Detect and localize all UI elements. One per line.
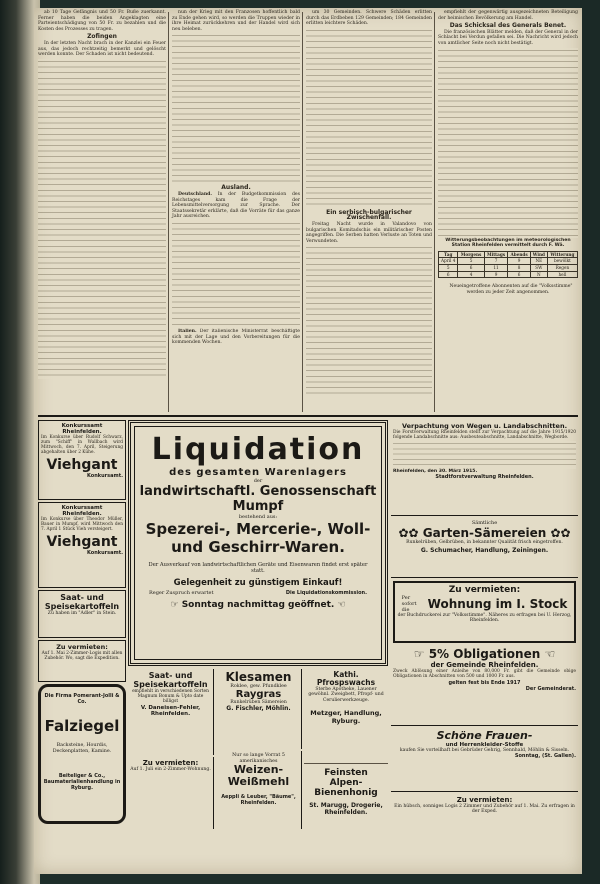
article-text: Die französischen Blätter melden, daß der General in der Schlacht bei Verdun gefallen sei. Die Nachricht wird jedoch von amtlicher Seite noch nicht bestätigt. (438, 29, 578, 46)
table-cell: SW (530, 264, 547, 271)
pointing-hand-icon: ☞ (170, 600, 179, 610)
article-text: In der letzten Nacht brach in der Kanzlei ein Feuer aus, das jedoch rechtzeitig bemerkt und gelöscht werden konnte. Der Schaden ist nicht bedeutend. (38, 40, 166, 58)
ad-headline: Viehgant (46, 457, 118, 473)
ad-preface: Per sofort die (401, 595, 417, 613)
table-cell: 4 (458, 271, 484, 278)
ad-title: Konkurssamt Rheinfelden. (61, 423, 103, 435)
country-subheading: Deutschland. (178, 191, 212, 197)
section-heading: Ausland. (221, 184, 251, 192)
table-cell: 9 (484, 271, 508, 278)
article-text-block (172, 221, 300, 329)
ad-pfropfwachs (304, 669, 388, 761)
article-heading: Das Schicksal des Generals Benet. (449, 22, 567, 30)
ad-signature: Aeppli & Leuber, "Bäume", Rheinfelden. (221, 794, 296, 807)
ad-signature: V. Daneisen-Fehler, Rheinfelden. (140, 704, 201, 717)
ad-zu-vermieten-bottom (128, 757, 214, 829)
table-row (439, 264, 578, 271)
ad-text: kaufen Sie vorteilhaft bei Gebrüder Gehrig, Sennhald, Möhlin & Sisseln. (399, 748, 570, 753)
ad-text: Ein hübsch, sonniges Logis 2 Zimmer und Zubehör auf 1. Mai. Zu erfragen in der Exped. (394, 804, 575, 815)
ad-signature: Konkursamt. (87, 550, 123, 556)
ad-divider (304, 763, 388, 764)
ad-headline: Wohnung im I. Stock (427, 597, 568, 611)
table-cell: 5 (458, 258, 484, 265)
column-divider (302, 12, 303, 412)
ad-preface: Sämtliche (471, 520, 498, 526)
ad-signature: Stadtforstverwaltung Rheinfelden. (435, 473, 534, 480)
ad-headline: 5% Obligationen (428, 647, 541, 661)
article-column-4 (438, 10, 578, 414)
ad-headline: Alpen-Bienenhonig (314, 778, 378, 798)
ad-signature: Der Gemeinderat. (525, 685, 576, 692)
ad-signature: Die Liquidationskommission. (285, 590, 367, 596)
ad-headline: Viehgant (46, 534, 118, 550)
ad-note: Der Ausverkauf von landwirtschaftlichen Geräte und Eisenwaren findet erst später statt. (148, 562, 368, 574)
ad-text: Runkelrüben Sämereien (230, 700, 287, 705)
country-subheading: Italien. (178, 328, 197, 334)
ad-signature: St. Marugg, Drogerie, Rheinfelden. (309, 802, 383, 816)
article-text: In der Budgetkommission des Reichstages kam die Frage der Lebensmittelversorgung zur Sprache. Der Staatssekretär erklärte, daß die Vorräte für das ganze Jahr ausreichen. (172, 191, 300, 220)
ad-title: Zu vermieten: (142, 759, 199, 767)
ad-text: empfiehlt in verschiedenen Sorten Magnum Bonum & Upto date billigst (132, 689, 209, 705)
ad-subtitle: des gesamten Warenlagers (169, 467, 347, 478)
ad-headline: Kathi. Pfrospswachs (316, 670, 376, 687)
table-row (439, 271, 578, 278)
ad-headline: Weizen-Weißmehl (227, 763, 290, 789)
table-header-cell: Mittags (484, 251, 508, 258)
table-cell: NE (530, 258, 547, 265)
ad-headline: Liquidation (151, 432, 365, 467)
ad-signature: Sonntag, (St. Gallen). (514, 753, 576, 760)
ad-kartoffeln-left (38, 590, 126, 638)
ad-konkurs-1 (38, 420, 126, 500)
article-footnote: Neueingetroffene Abonnenten auf die "Volksstimme" werden zu jeder Zeit angenommen. (449, 284, 573, 295)
article-text: Freitag Nacht wurde in Valandovo von bulgarischen Komitadschis ein militärischer Posten angegriffen. Die Serben hatten Verluste an Toten und Verwundeten. (306, 221, 432, 244)
column-divider (168, 12, 169, 412)
ad-subtitle: Roklee, gew. Pfundklee (230, 684, 287, 689)
table-cell: April 4 (439, 258, 458, 265)
table-cell: N (530, 271, 547, 278)
ad-signature: G. Fischler, Möhlin. (226, 705, 291, 712)
ad-text: Backsteine, Hourdis, Deckenplatten, Kamine. (52, 743, 112, 754)
pointing-hand-icon: ☜ (544, 647, 556, 661)
ad-signature: Beiteliger & Co., Baumaterialienhandlung in Ryburg. (43, 773, 121, 791)
table-cell: 9 (508, 258, 531, 265)
section-divider (38, 415, 578, 417)
article-text: um 30 Gemeinden. Schwere Schäden erlitten durch das Erdbeben 129 Gemeinden; 184 Gemeinden erlitten leichtere Schäden. (306, 10, 432, 27)
ad-sunday: Sonntag nachmittag geöffnet. (181, 600, 335, 610)
ad-headline: Schöne Frauen- (436, 729, 533, 742)
ad-signature: Konkursamt. (87, 473, 123, 479)
article-text-block (172, 33, 300, 183)
ad-klesamen (216, 669, 302, 749)
ad-title: Feinsten (324, 768, 368, 778)
article-text-block (438, 48, 578, 238)
article-text-block (306, 245, 432, 395)
ad-headline: Klesamen (225, 670, 292, 684)
ad-wohnung (393, 581, 576, 643)
ad-text: Zu haben im "Adler" in Stein. (47, 611, 117, 616)
ad-text: der Buchdruckerei zur "Volksstimme". Näheres zu erfragen bei U. Herzog, Rheinfelden. (397, 613, 572, 624)
ad-border-inner (134, 426, 382, 660)
ad-terms: gelten fest bis Ende 1917 (448, 679, 521, 686)
ad-text: Sterbe Apotheke, Lauener gewöhnl. Zweigbett, Pfropf- und Cerulierwerkzeuge. (308, 687, 384, 703)
ad-text: Runkelrüben, Gelbrüben, in bekannter Qualität frisch eingetroffen. (406, 540, 563, 545)
table-cell: 6 (439, 271, 458, 278)
ad-headline: Falziegel (44, 717, 120, 735)
ad-signature: G. Schumacher, Handlung, Zeiningen. (420, 547, 549, 555)
ad-offer: Gelegenheit zu günstigem Einkauf! (173, 578, 343, 588)
article-heading: Zofingen (87, 33, 117, 41)
ad-headline: Saat- und Speisekartoffeln (44, 593, 120, 611)
ad-title: Zu vermieten: (456, 796, 513, 804)
ad-konkurs-2 (38, 502, 126, 588)
ad-obligationen (391, 646, 578, 726)
ad-saemereien (391, 518, 578, 578)
table-header-cell: Wind (530, 251, 547, 258)
article-text: nun der Krieg mit den Franzosen hoffentlich bald zu Ende gehen wird, so werden die Truppen wieder in ihre Heimat zurückkehren und der Handel wird sich neu beleben. (172, 10, 300, 32)
ad-verpachtung (391, 420, 578, 516)
ad-title: Zu vermieten: (56, 643, 108, 651)
pointing-hand-icon: ☞ (413, 647, 425, 661)
ad-invite: Reger Zuspruch erwartet (149, 590, 214, 596)
article-text: empfiehlt der gegenwärtig ausgezeichneten Beteiligung der heimischen Bevölkerung am Handel. (438, 10, 578, 21)
article-text-block (38, 59, 166, 379)
ad-title: Zu vermieten: (448, 585, 521, 595)
ad-kartoffeln-bottom (128, 669, 214, 755)
ad-signature: Metzger, Handlung, Ryburg. (310, 709, 382, 726)
ad-headline-2: Raygras (235, 689, 282, 700)
ad-headline: Garten-Sämereien (422, 526, 547, 540)
table-cell: 8 (508, 264, 531, 271)
ad-liquidation (128, 420, 388, 666)
table-header-cell: Witterung (547, 251, 577, 258)
table-cell: Regen (547, 264, 577, 271)
article-column-3 (306, 10, 432, 414)
table-header-cell: Morgens (458, 251, 484, 258)
table-cell: bewölkt (547, 258, 577, 265)
table-cell: hell (547, 271, 577, 278)
table-row (439, 258, 578, 265)
ad-text: Die Forstverwaltung Rheinfelden stellt zur Verpachtung auf die Jahre 1915/1920 folgende Landabschnitte aus: Ausbeuteabschnitte, Landabschnitte, Wegborde. (393, 430, 576, 441)
article-text: Der italienische Ministerrat beschäftigte sich mit der Lage und den Vorbereitungen für die kommenden Wochen. (172, 328, 300, 346)
ad-zu-vermieten-left (38, 640, 126, 682)
flower-ornament-icon: ✿✿ (550, 526, 571, 540)
ad-subtitle: der Gemeinde Rheinfelden. (430, 661, 539, 669)
table-header-cell: Tag (439, 251, 458, 258)
flower-ornament-icon: ✿✿ (398, 526, 419, 540)
ad-text: Auf 1. Mai 2-Zimmer-Logis mit allen Zubehör. Wo, sagt die Expedition. (41, 651, 123, 661)
weather-table-title: Witterungsbeobachtungen im meteorologischen Station Rheinfelden vermittelt durch F. Wä. (445, 237, 571, 249)
book-binding-right (580, 0, 600, 884)
ad-connector: der (253, 478, 263, 484)
ad-logis (391, 794, 578, 834)
ad-text: Zweck Ablösung einer Anleihe von 80,000 Fr. gibt die Gemeinde obige Obligationen in Abschnitten von 500 und 1000 Fr. aus. (393, 669, 576, 680)
ad-text: Im Konkurse über Theodor Müller, Bauer in Mumpf, wird Mittwoch den 7. April 1 Stück Vieh versteigert. (41, 517, 123, 532)
ad-goods: Spezerei-, Mercerie-, Woll- und Geschirr-Waren. (145, 520, 371, 556)
table-header-cell: Abends (508, 251, 531, 258)
ad-text-block (393, 441, 576, 469)
ad-frauen-stoffe (391, 728, 578, 792)
article-text: ab 10 Tage Gefängnis und 50 Fr. Buße zuerkannt. Ferner haben die beiden Angeklagten eine Parteientschädigung von 50 Fr. zu bezahlen und die Kosten des Prozesses zu tragen. (38, 10, 166, 32)
table-cell: 11 (484, 264, 508, 271)
column-divider (434, 12, 435, 412)
ad-title: Die Firma Pomerant-Jolli & Co. (44, 693, 120, 705)
article-heading: Ein serbisch-bulgarischer Zwischenfall. (326, 208, 412, 222)
article-column-2 (172, 10, 300, 414)
ad-text: Im Konkurse über Rudolf Schwarz, zum "Schiff" in Wallbach wird Mittwoch, den 7. April, Steigerung abgehalten über 2 Kühe. (41, 435, 123, 455)
table-cell: 6 (508, 271, 531, 278)
ad-text: Nur so lange Vorrat 5 amerikanisches (232, 753, 285, 764)
ad-headline: Saat- und Speisekartoffeln (133, 671, 208, 689)
ad-company: landwirtschaftl. Genossenschaft Mumpf (139, 484, 377, 514)
ad-bienenhonig (304, 766, 388, 830)
ad-falziegel (38, 684, 126, 824)
ad-subtitle: und Herrenkleider-Stoffe (445, 742, 524, 748)
ad-date: Rheinfelden, den 30. März 1915. (393, 468, 478, 474)
weather-table (438, 251, 578, 278)
ad-title: Konkurssamt Rheinfelden. (61, 505, 103, 517)
ad-connector: bestehend aus: (238, 514, 278, 520)
ad-text: Auf 1. Juli ein 2-Zimmer-Wohnung. (130, 767, 211, 772)
table-cell: 5 (439, 264, 458, 271)
table-cell: 6 (458, 264, 484, 271)
article-text-block (306, 28, 432, 208)
table-cell: 7 (484, 258, 508, 265)
newspaper-page (34, 8, 582, 874)
ad-title: Verpachtung von Wegen u. Landabschnitten. (401, 422, 568, 430)
pointing-hand-icon: ☜ (337, 600, 346, 610)
ad-weissmehl (216, 751, 302, 829)
article-column-1 (38, 10, 166, 414)
